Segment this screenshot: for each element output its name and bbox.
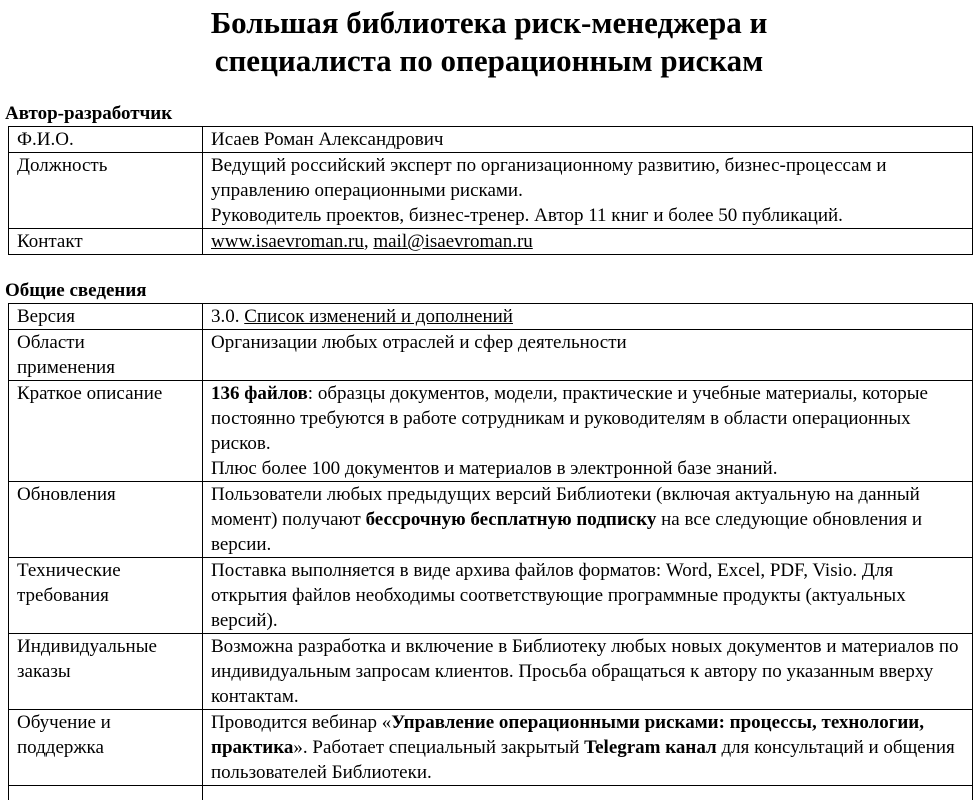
text-run: ». Работает специальный закрытый [293, 737, 585, 758]
paragraph [211, 482, 964, 557]
row-label-line: Обновления [17, 484, 116, 505]
text-run: Проводится вебинар « [211, 712, 392, 733]
row-label-line: Технические [17, 560, 121, 581]
row-value-cell [203, 330, 973, 381]
row-value-cell [203, 710, 973, 786]
paragraph [211, 304, 964, 329]
hyperlink[interactable]: mail@isaevroman.ru [373, 231, 533, 252]
section-heading: Общие сведения [5, 280, 147, 301]
row-value-cell [203, 304, 973, 330]
row-label-line: применения [17, 357, 115, 378]
row-label-line: Области [17, 332, 85, 353]
row-value-cell [203, 229, 973, 255]
text-run: Организации любых отраслей и сфер деятельности [211, 332, 627, 353]
row-label-cell [9, 304, 203, 330]
table-row [9, 330, 973, 381]
text-run: Поставка выполняется в виде архива файлов форматов: Word, Excel, PDF, Visio. Для открытия файлов необходимы соответствующие программные продукты (актуальных версий). [211, 560, 906, 631]
row-label-cell [9, 229, 203, 255]
text-run: Ведущий российский эксперт по организационному развитию, бизнес-процессам и управлению операционными рисками. [211, 155, 887, 201]
text-run: для консультаций и общения пользователей Библиотеки. [211, 737, 955, 783]
section-heading: Автор-разработчик [5, 103, 173, 124]
paragraph [211, 558, 964, 633]
info-table [8, 126, 973, 255]
row-label-cell [9, 634, 203, 710]
row-value-cell [203, 482, 973, 558]
table-row [9, 710, 973, 786]
text-run: Telegram канал [584, 737, 717, 758]
row-value-cell [203, 558, 973, 634]
text-run: Пользователи любых предыдущих версий Библиотеки (включая актуальную на данный момент) получают [211, 484, 920, 530]
row-label-line: заказы [17, 661, 71, 682]
table-row [9, 558, 973, 634]
document-title [5, 4, 973, 80]
text-run: бессрочную бесплатную подписку [365, 509, 657, 530]
row-label-line: требования [17, 585, 109, 606]
hyperlink[interactable]: www.isaevroman.ru [211, 231, 364, 252]
paragraph [211, 456, 964, 481]
text-run: : образцы документов, модели, практические и учебные материалы, которые постоянно требуются в работе сотрудникам и руководителям в области операционных рисков. [211, 383, 928, 454]
table-row [9, 229, 973, 255]
text-run: Возможна разработка и включение в Библиотеку любых новых документов и материалов по индивидуальным запросам клиентов. Просьба обращаться к автору по указанным вверху контактам. [211, 636, 959, 707]
title-line-2: специалиста по операционным рискам [214, 43, 764, 78]
row-label-cell [9, 381, 203, 482]
text-run: , [363, 231, 374, 252]
table-row [9, 482, 973, 558]
table-row [9, 153, 973, 229]
table-row [9, 127, 973, 153]
row-label-line: Версия [17, 306, 75, 327]
row-label-line: Краткое описание [17, 383, 163, 404]
row-label-cell [9, 153, 203, 229]
row-label-cell [9, 127, 203, 153]
sections-container [5, 103, 973, 800]
text-run: Управление операционными рисками: процессы, технологии, практика [211, 712, 925, 758]
text-run: 3.0. [211, 306, 245, 327]
row-label-line: Должность [17, 155, 108, 176]
row-label-cell [9, 330, 203, 381]
info-table [8, 303, 973, 800]
hyperlink[interactable]: Список изменений и дополнений [244, 306, 513, 327]
paragraph [211, 127, 964, 152]
paragraph [211, 229, 964, 254]
row-value-cell [203, 786, 973, 800]
row-value-cell [203, 634, 973, 710]
row-label-line: Ф.И.О. [17, 129, 74, 150]
row-label-cell [9, 710, 203, 786]
paragraph [211, 330, 964, 355]
paragraph [211, 381, 964, 456]
row-value-cell [203, 127, 973, 153]
paragraph [211, 634, 964, 709]
row-label-cell [9, 558, 203, 634]
text-run: Исаев Роман Александрович [211, 129, 444, 150]
paragraph [211, 710, 964, 785]
row-label-cell [9, 786, 203, 800]
paragraph [211, 203, 964, 228]
paragraph [211, 153, 964, 203]
table-row [9, 634, 973, 710]
title-line-1: Большая библиотека риск-менеджера и [210, 5, 768, 40]
row-label-line: Обучение и [17, 712, 111, 733]
row-value-cell [203, 381, 973, 482]
row-label-cell [9, 482, 203, 558]
table-row-partial [9, 786, 973, 800]
row-label-line: поддержка [17, 737, 104, 758]
row-value-cell [203, 153, 973, 229]
text-run: на все следующие обновления и версии. [211, 509, 923, 555]
text-run: Руководитель проектов, бизнес-тренер. Автор 11 книг и более 50 публикаций. [211, 205, 843, 226]
table-row [9, 381, 973, 482]
table-row [9, 304, 973, 330]
text-run: Плюс более 100 документов и материалов в электронной базе знаний. [211, 458, 778, 479]
text-run: 136 файлов [211, 383, 308, 404]
row-label-line: Контакт [17, 231, 83, 252]
row-label-line: Индивидуальные [17, 636, 157, 657]
